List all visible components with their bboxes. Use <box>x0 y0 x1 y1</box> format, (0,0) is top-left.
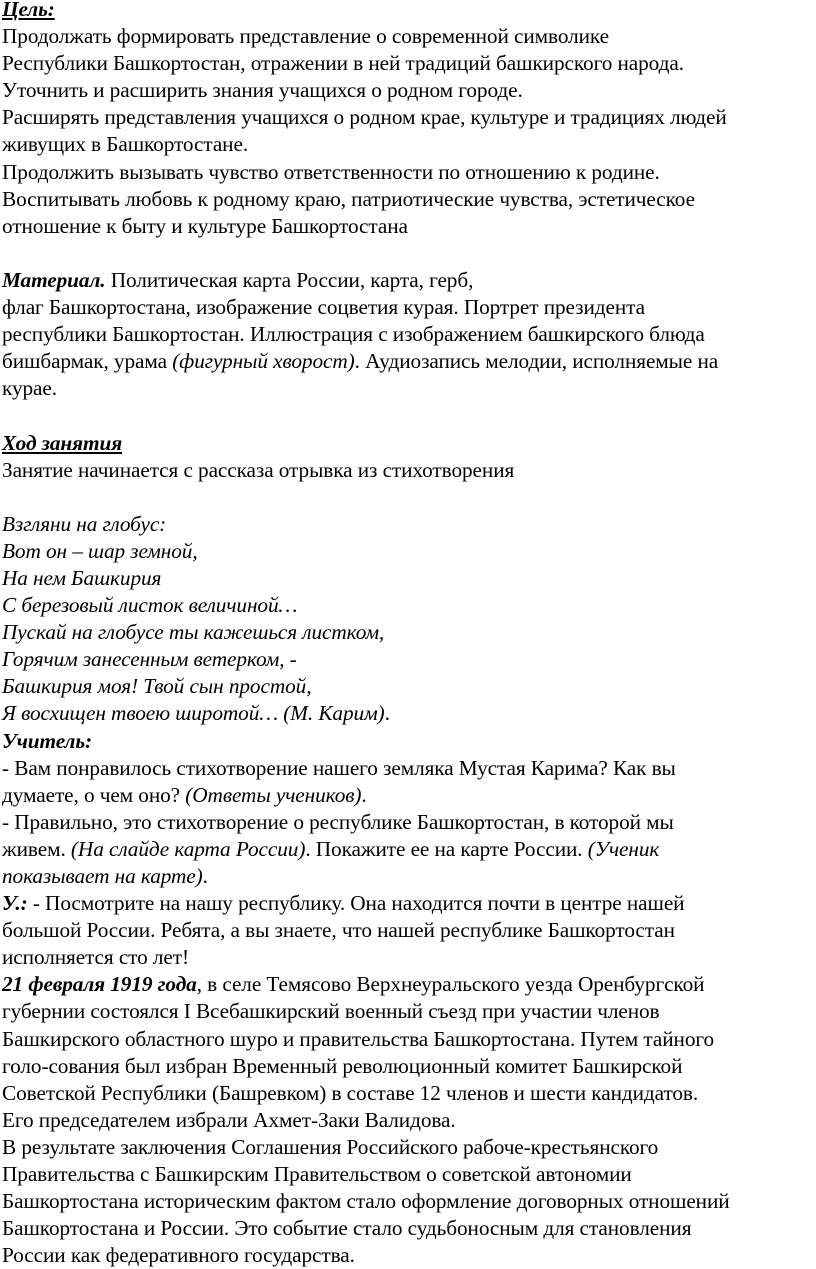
material-line <box>2 348 816 375</box>
poem-line: Пускай на глобусе ты кажешься листком, <box>2 620 385 645</box>
question-note: (Ученик <box>587 836 660 861</box>
material-line: курае. <box>2 376 57 401</box>
paragraph-gap <box>2 240 816 267</box>
teacher-label: Учитель: <box>2 728 93 753</box>
history-date: 21 февраля 1919 года <box>2 972 197 997</box>
material-text: бишбармак, урама <box>2 349 173 374</box>
history-line: Правительства с Башкирским Правительством о советской автономии <box>2 1162 632 1187</box>
question-line: - Правильно, это стихотворение о республике Башкортостан, в которой мы <box>2 809 674 834</box>
poem-line: Вот он – шар земной, <box>2 538 198 563</box>
u-line: исполняется сто лет! <box>2 945 189 970</box>
goal-heading-line <box>2 0 816 23</box>
lesson-intro: Занятие начинается с рассказа отрывка из стихотворения <box>2 457 515 482</box>
goal-line: Уточнить и расширить знания учащихся о родном городе. <box>2 78 523 103</box>
poem-line <box>2 700 816 727</box>
goal-heading: Цель: <box>2 0 55 21</box>
u-line: большой России. Ребята, а вы знаете, что нашей республике Башкортостан <box>2 918 675 943</box>
poem-line: С березовый листок величиной… <box>2 593 298 618</box>
question-line <box>2 836 816 863</box>
history-line: России как федеративного государства. <box>2 1243 355 1268</box>
material-text: . Аудиозапись мелодии, исполняемые на <box>354 349 719 374</box>
question-text: . <box>202 864 208 888</box>
history-line: голо-сования был избран Временный революционный комитет Башкирской <box>2 1053 683 1078</box>
material-text: Политическая карта России, карта, герб, <box>105 267 474 292</box>
material-line <box>2 267 816 294</box>
lesson-heading: Ход занятия <box>2 430 123 455</box>
question-note: (Ответы учеников) <box>185 782 362 807</box>
question-text: . Покажите ее на карте России. <box>305 836 588 861</box>
history-line: Его председателем избрали Ахмет-Заки Валидова. <box>2 1107 456 1132</box>
history-line <box>2 971 816 998</box>
poem-line: Взгляни на глобус: <box>2 511 167 536</box>
question-note: (На слайде карта России) <box>70 836 306 861</box>
teacher-line <box>2 728 816 755</box>
u-text: - Посмотрите на нашу республику. Она находится почти в центре нашей <box>27 891 685 916</box>
question-line <box>2 863 816 890</box>
goal-line: Продолжить вызывать чувство ответственности по отношению к родине. <box>2 159 660 184</box>
material-line: флаг Башкортостана, изображение соцветия курая. Портрет президента <box>2 295 645 320</box>
material-line: республики Башкортостан. Иллюстрация с изображением башкирского блюда <box>2 322 705 347</box>
paragraph-gap <box>2 402 816 429</box>
history-line: В результате заключения Соглашения Российского рабоче-крестьянского <box>2 1134 659 1159</box>
history-line: Башкортостана и России. Это событие стало судьбоносным для становления <box>2 1216 692 1241</box>
material-label: Материал. <box>2 267 106 292</box>
question-text: думаете, о чем оно? <box>2 782 186 807</box>
goal-line: Воспитывать любовь к родному краю, патриотические чувства, эстетическое <box>2 186 695 211</box>
u-label: У.: <box>2 891 28 916</box>
u-line <box>2 890 816 917</box>
poem-line: Башкирия моя! Твой сын простой, <box>2 674 312 699</box>
question-text: живем. <box>2 836 71 861</box>
history-line: Башкортостана историческим фактом стало оформление договорных отношений <box>2 1189 730 1214</box>
poem-text: Я восхищен твоею широтой… (М. Карим) <box>2 701 385 726</box>
poem-line: Горячим занесенным ветерком, - <box>2 647 297 672</box>
goal-line: Республики Башкортостан, отражении в ней традиций башкирского народа. <box>2 51 684 76</box>
goal-line: Расширять представления учащихся о родном крае, культуре и традициях людей <box>2 105 727 130</box>
history-line: Советской Республики (Башревком) в составе 12 членов и шести кандидатов. <box>2 1080 699 1105</box>
history-line: Башкирского областного шуро и правительства Башкортостана. Путем тайного <box>2 1026 715 1051</box>
question-note: показывает на карте) <box>2 864 203 888</box>
question-text: . <box>361 782 367 807</box>
history-line: губернии состоялся I Всебашкирский военный съезд при участии членов <box>2 999 660 1024</box>
question-line: - Вам понравилось стихотворение нашего земляка Мустая Карима? Как вы <box>2 755 676 780</box>
history-text: , в селе Темясово Верхнеуральского уезда Оренбургской <box>196 972 705 997</box>
goal-line: Продолжать формировать представление о современной символике <box>2 24 609 49</box>
goal-line: отношение к быту и культуре Башкортостана <box>2 213 408 238</box>
material-italic-note: (фигурный хворост) <box>172 349 355 374</box>
question-line <box>2 782 816 809</box>
poem-end: . <box>384 701 390 726</box>
lesson-heading-line <box>2 430 816 457</box>
goal-line: живущих в Башкортостане. <box>2 132 249 157</box>
poem-line: На нем Башкирия <box>2 565 162 590</box>
paragraph-gap <box>2 484 816 511</box>
